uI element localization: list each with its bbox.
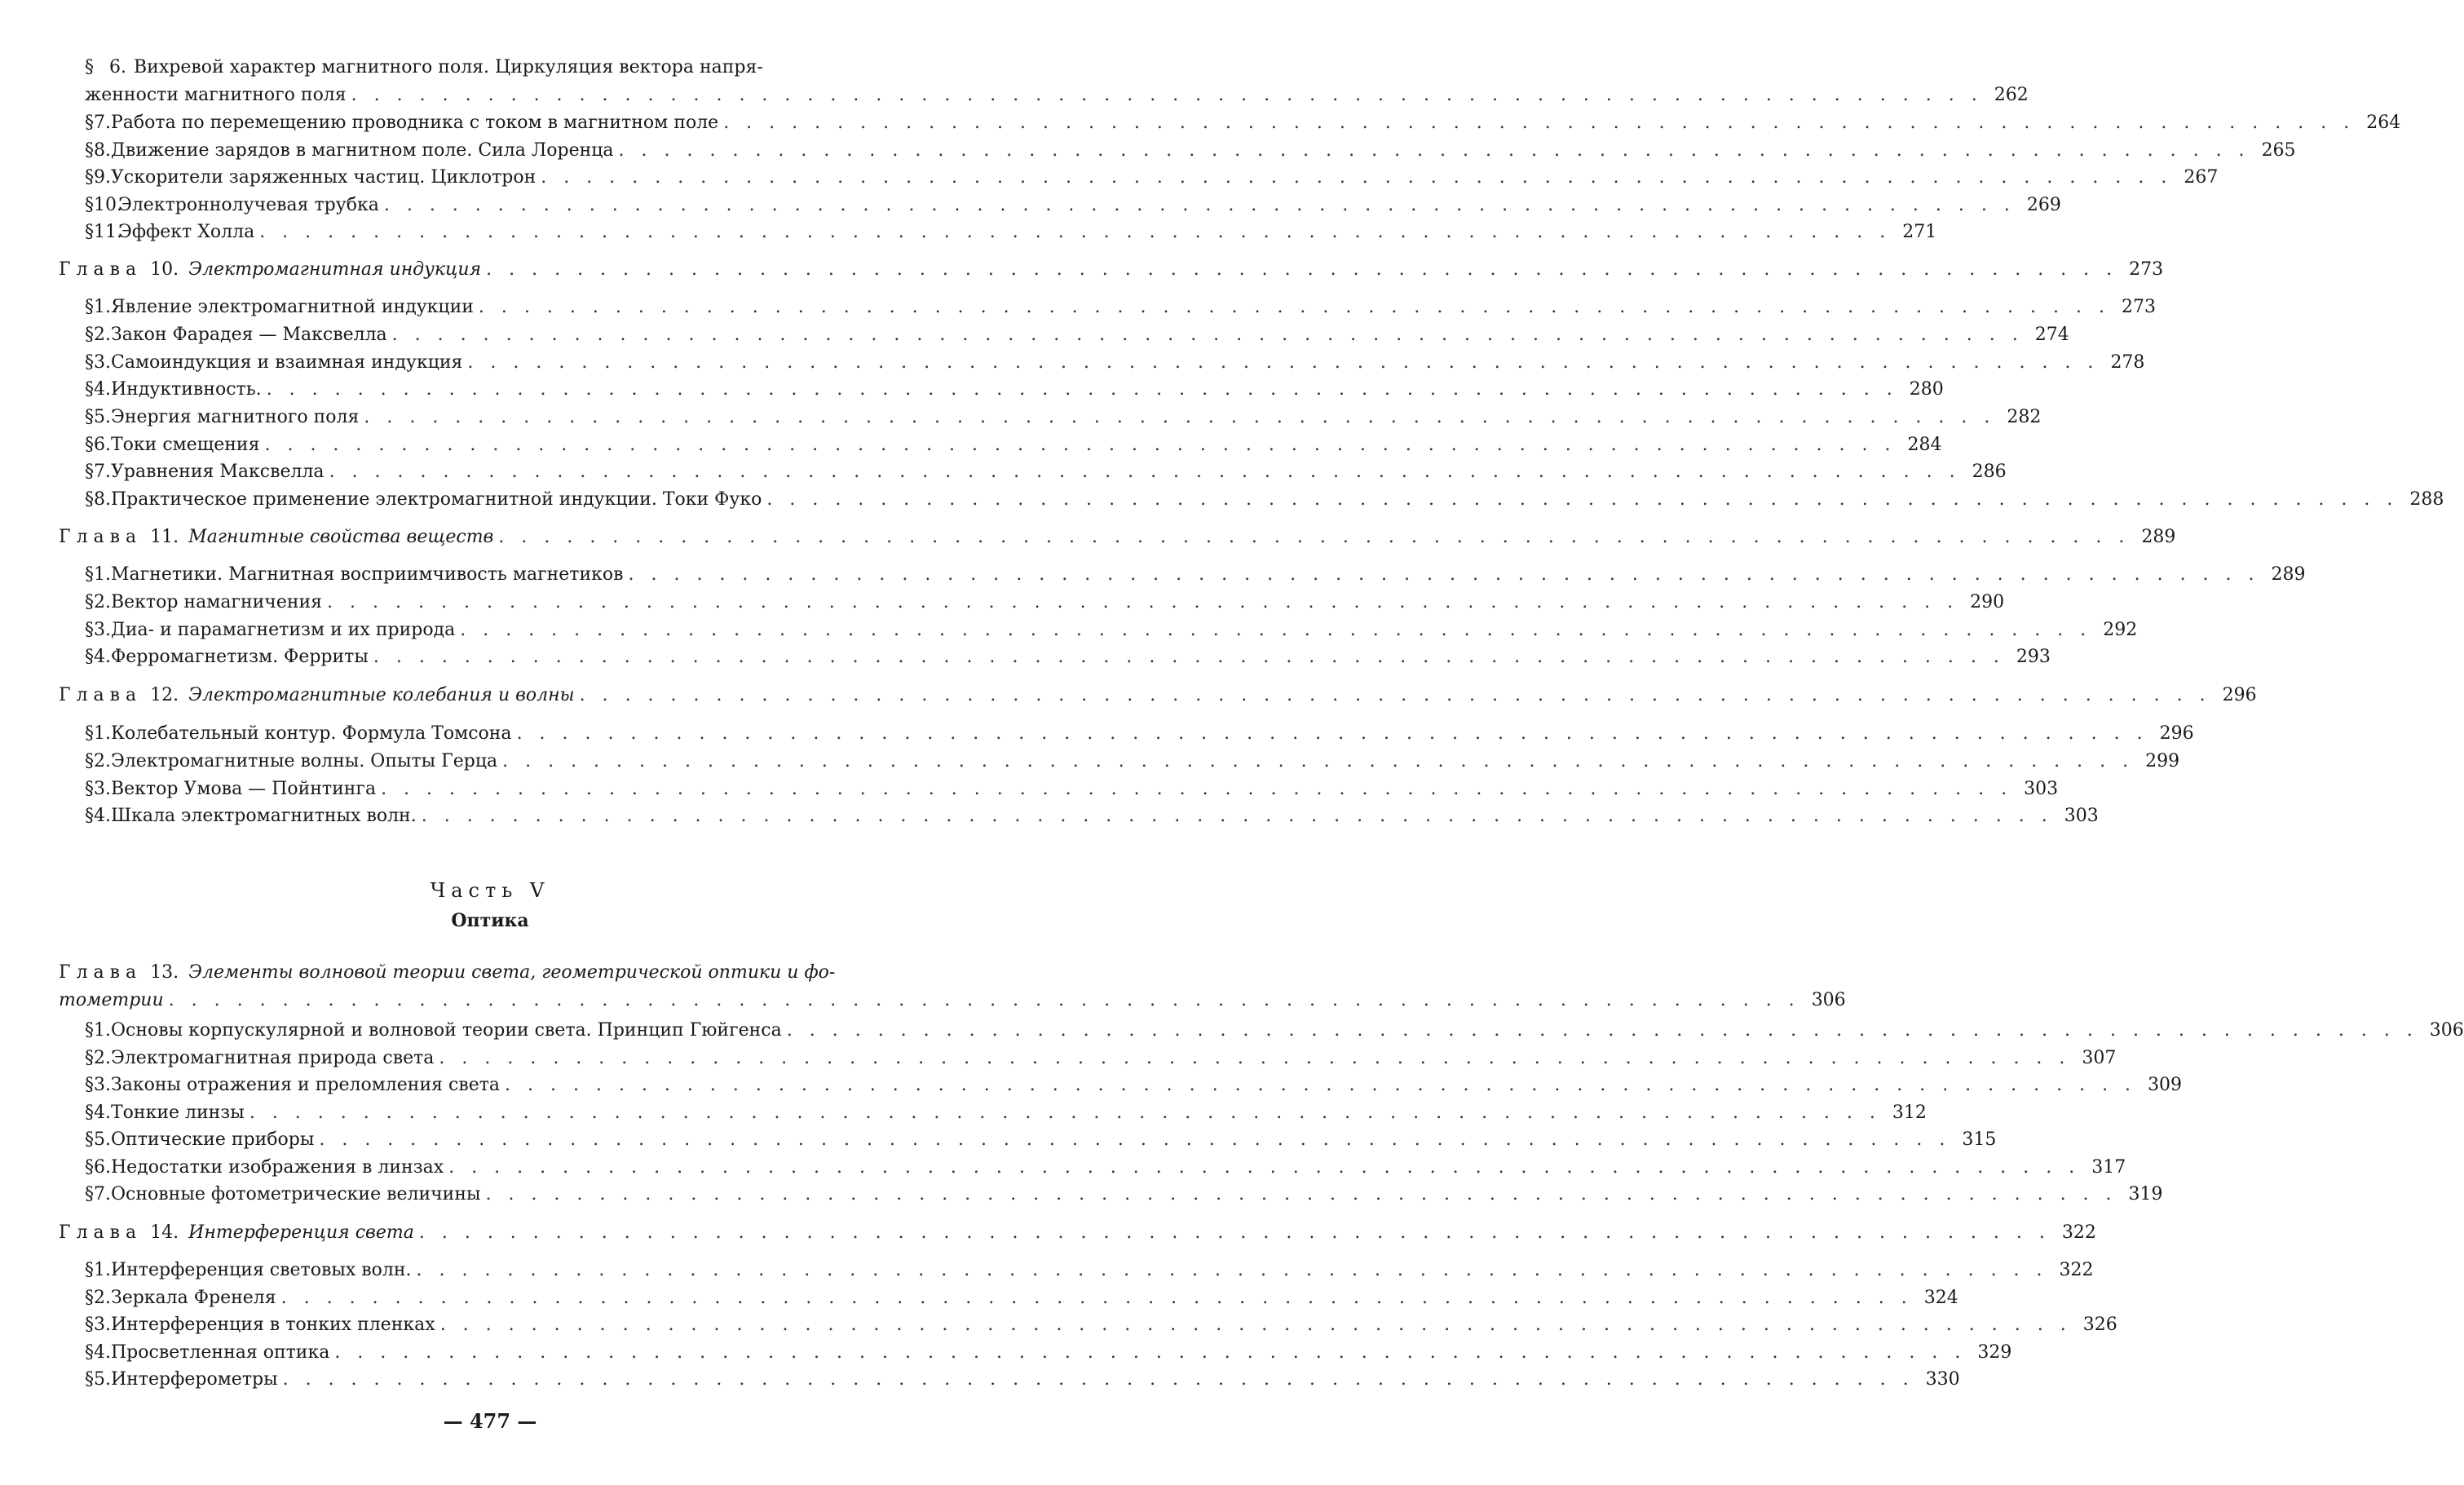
dot-leader: . . . . . . . . . . . . . . . . . . . . . . . . . . . . . . . . . . . . . . . . . . . . . . . . . . . . . . . . . . . . . . . . . . . . . . . . bbox=[486, 259, 2118, 280]
page-number: 306 bbox=[2429, 1020, 2464, 1041]
toc-section-line bbox=[59, 460, 2007, 484]
chapter-label: Глава bbox=[59, 527, 143, 547]
section-symbol: § bbox=[85, 435, 94, 455]
section-title: Вектор намагничения bbox=[111, 592, 323, 612]
page-number: 267 bbox=[2184, 167, 2219, 188]
page-number: 296 bbox=[2222, 685, 2257, 705]
page-number: 307 bbox=[2082, 1048, 2117, 1068]
toc-section-line bbox=[59, 405, 2042, 430]
section-title-continuation: женности магнитного поля bbox=[85, 85, 347, 105]
section-symbol: § bbox=[85, 167, 94, 188]
chapter-title: Элементы волновой теории света, геометрической оптики и фо- bbox=[188, 962, 836, 983]
section-title: Закон Фарадея — Максвелла bbox=[111, 325, 387, 345]
dot-leader: . . . . . . . . . . . . . . . . . . . . . . . . . . . . . . . . . . . . . . . . . . . . . . . . . . . . . . . . . . . . . . . . . . . . . . . . bbox=[416, 1260, 2048, 1280]
section-number: 8. bbox=[94, 489, 111, 510]
dot-leader: . . . . . . . . . . . . . . . . . . . . . . . . . . . . . . . . . . . . . . . . . . . . . . . . . . . . . . . . . . . . . . . . . . . . . . . . bbox=[439, 1048, 2071, 1068]
page-number: 282 bbox=[2007, 407, 2042, 427]
chapter-number: 13. bbox=[150, 962, 179, 983]
section-title: Движение зарядов в магнитном поле. Сила Лоренца bbox=[111, 140, 614, 161]
toc-section-line bbox=[59, 111, 2401, 135]
dot-leader: . . . . . . . . . . . . . . . . . . . . . . . . . . . . . . . . . . . . . . . . . . . . . . . . . . . . . . . . . . . . . . . . . . . . . . . . bbox=[364, 407, 1996, 427]
section-title: Индуктивность. bbox=[111, 379, 262, 400]
section-number: 1. bbox=[94, 297, 111, 317]
section-symbol: § bbox=[85, 352, 94, 373]
page-number: 324 bbox=[1923, 1288, 1958, 1308]
section-title: Токи смещения bbox=[111, 435, 260, 455]
toc-chapter-line bbox=[59, 683, 2257, 708]
dot-leader: . . . . . . . . . . . . . . . . . . . . . . . . . . . . . . . . . . . . . . . . . . . . . . . . . . . . . . . . . . . . . . . . . . . . . . . . bbox=[266, 379, 1898, 400]
section-title: Магнетики. Магнитная восприимчивость магнетиков bbox=[111, 564, 624, 585]
dot-leader: . . . . . . . . . . . . . . . . . . . . . . . . . . . . . . . . . . . . . . . . . . . . . . . . . . . . . . . . . . . . . . . . . . . . . . . . bbox=[334, 1342, 1967, 1363]
section-symbol: § bbox=[85, 779, 94, 799]
section-number: 10. bbox=[94, 195, 122, 215]
section-title: Электромагнитная природа света bbox=[111, 1048, 435, 1068]
page-number: 306 bbox=[1811, 990, 1846, 1010]
chapter-title: Интерференция света bbox=[188, 1222, 414, 1243]
section-title: Самоиндукция и взаимная индукция bbox=[111, 352, 463, 373]
dot-leader: . . . . . . . . . . . . . . . . . . . . . . . . . . . . . . . . . . . . . . . . . . . . . . . . . . . . . . . . . . . . . . . . . . . . . . . . bbox=[498, 527, 2131, 547]
chapter-number: 12. bbox=[150, 685, 179, 705]
section-number: 3. bbox=[94, 1075, 111, 1095]
section-title: Вектор Умова — Пойнтинга bbox=[111, 779, 377, 799]
page-number: 262 bbox=[1994, 85, 2029, 105]
section-title: Энергия магнитного поля bbox=[111, 407, 360, 427]
page-number: 309 bbox=[2148, 1075, 2183, 1095]
page-number: 274 bbox=[2034, 325, 2069, 345]
page-number: 269 bbox=[2026, 195, 2061, 215]
toc-section-line bbox=[59, 139, 2296, 163]
dot-leader: . . . . . . . . . . . . . . . . . . . . . . . . . . . . . . . . . . . . . . . . . . . . . . . . . . . . . . . . . . . . . . . . . . . . . . . . bbox=[168, 990, 1800, 1010]
section-title: Эффект Холла bbox=[118, 222, 255, 242]
page-number: 293 bbox=[2016, 647, 2051, 667]
section-number: 6. bbox=[109, 57, 126, 77]
dot-leader: . . . . . . . . . . . . . . . . . . . . . . . . . . . . . . . . . . . . . . . . . . . . . . . . . . . . . . . . . . . . . . . . . . . . . . . . bbox=[439, 1315, 2072, 1335]
chapter-label: Глава bbox=[59, 1222, 143, 1243]
section-title: Электроннолучевая трубка bbox=[118, 195, 379, 215]
dot-leader: . . . . . . . . . . . . . . . . . . . . . . . . . . . . . . . . . . . . . . . . . . . . . . . . . . . . . . . . . . . . . . . . . . . . . . . . bbox=[460, 620, 2092, 640]
toc-section-line bbox=[59, 1101, 1927, 1125]
page-number: 288 bbox=[2409, 489, 2444, 510]
section-number: 1. bbox=[94, 1020, 111, 1041]
section-number: 3. bbox=[94, 779, 111, 799]
section-symbol: § bbox=[85, 297, 94, 317]
toc-section-line bbox=[59, 777, 2059, 802]
section-symbol: § bbox=[85, 1129, 94, 1150]
dot-leader: . . . . . . . . . . . . . . . . . . . . . . . . . . . . . . . . . . . . . . . . . . . . . . . . . . . . . . . . . . . . . . . . . . . . . . . . bbox=[618, 140, 2250, 161]
page-number: 289 bbox=[2141, 527, 2176, 547]
page-number: 330 bbox=[1925, 1369, 1960, 1390]
section-number: 8. bbox=[94, 140, 111, 161]
toc-section-line bbox=[59, 1258, 2094, 1283]
dot-leader: . . . . . . . . . . . . . . . . . . . . . . . . . . . . . . . . . . . . . . . . . . . . . . . . . . . . . . . . . . . . . . . . . . . . . . . . bbox=[541, 167, 2173, 188]
section-number: 11. bbox=[94, 222, 122, 242]
section-symbol: § bbox=[85, 1342, 94, 1363]
section-number: 4. bbox=[94, 1103, 111, 1123]
chapter-label: Глава bbox=[59, 259, 143, 280]
toc-section-line bbox=[59, 1046, 2117, 1071]
section-symbol: § bbox=[85, 195, 94, 215]
section-number: 3. bbox=[94, 1315, 111, 1335]
toc-section-line bbox=[59, 166, 2219, 190]
section-title: Тонкие линзы bbox=[111, 1103, 245, 1123]
dot-leader: . . . . . . . . . . . . . . . . . . . . . . . . . . . . . . . . . . . . . . . . . . . . . . . . . . . . . . . . . . . . . . . . . . . . . . . . bbox=[579, 685, 2211, 705]
dot-leader: . . . . . . . . . . . . . . . . . . . . . . . . . . . . . . . . . . . . . . . . . . . . . . . . . . . . . . . . . . . . . . . . . . . . . . . . bbox=[421, 806, 2053, 826]
toc-section-line bbox=[59, 433, 1942, 457]
section-number: 1. bbox=[94, 723, 111, 744]
section-title: Зеркала Френеля bbox=[111, 1288, 276, 1308]
part-subtitle: Оптика bbox=[451, 910, 529, 931]
section-symbol: § bbox=[85, 647, 94, 667]
toc-section-line bbox=[59, 1368, 1960, 1392]
toc-section-line bbox=[59, 804, 2099, 829]
toc-section-line bbox=[59, 1156, 2126, 1180]
page-number: 273 bbox=[2129, 259, 2164, 280]
toc-chapter-line bbox=[59, 988, 1846, 1013]
dot-leader: . . . . . . . . . . . . . . . . . . . . . . . . . . . . . . . . . . . . . . . . . . . . . . . . . . . . . . . . . . . . . . . . . . . . . . . . bbox=[264, 435, 1897, 455]
section-symbol: § bbox=[85, 592, 94, 612]
toc-chapter-line bbox=[59, 1221, 2096, 1245]
section-number: 7. bbox=[94, 462, 111, 482]
dot-leader: . . . . . . . . . . . . . . . . . . . . . . . . . . . . . . . . . . . . . . . . . . . . . . . . . . . . . . . . . . . . . . . . . . . . . . . . bbox=[448, 1157, 2081, 1178]
dot-leader: . . . . . . . . . . . . . . . . . . . . . . . . . . . . . . . . . . . . . . . . . . . . . . . . . . . . . . . . . . . . . . . . . . . . . . . . bbox=[478, 297, 2110, 317]
section-title: Вихревой характер магнитного поля. Циркуляция вектора напря- bbox=[134, 57, 763, 77]
page-number: 312 bbox=[1892, 1103, 1927, 1123]
section-title: Диа- и парамагнетизм и их природа bbox=[111, 620, 456, 640]
dot-leader: . . . . . . . . . . . . . . . . . . . . . . . . . . . . . . . . . . . . . . . . . . . . . . . . . . . . . . . . . . . . . . . . . . . . . . . . bbox=[467, 352, 2100, 373]
section-number: 3. bbox=[94, 352, 111, 373]
section-symbol: § bbox=[85, 1048, 94, 1068]
section-symbol: § bbox=[85, 379, 94, 400]
section-symbol: § bbox=[85, 407, 94, 427]
toc-section-line bbox=[59, 590, 2005, 615]
toc-section-line bbox=[59, 749, 2180, 774]
page-number: 273 bbox=[2121, 297, 2156, 317]
section-number: 4. bbox=[94, 806, 111, 826]
section-number: 3. bbox=[94, 620, 111, 640]
section-symbol: § bbox=[85, 564, 94, 585]
toc-chapter-line bbox=[59, 258, 2164, 282]
toc-section-line bbox=[59, 645, 2051, 670]
page-number: 322 bbox=[2059, 1260, 2094, 1280]
section-title: Просветленная оптика bbox=[111, 1342, 330, 1363]
section-title: Электромагнитные волны. Опыты Герца bbox=[111, 751, 498, 771]
page-number: 299 bbox=[2145, 751, 2180, 771]
toc-section-line bbox=[59, 1073, 2183, 1098]
dot-leader: . . . . . . . . . . . . . . . . . . . . . . . . . . . . . . . . . . . . . . . . . . . . . . . . . . . . . . . . . . . . . . . . . . . . . . . . bbox=[259, 222, 1892, 242]
dot-leader: . . . . . . . . . . . . . . . . . . . . . . . . . . . . . . . . . . . . . . . . . . . . . . . . . . . . . . . . . . . . . . . . . . . . . . . . bbox=[391, 325, 2024, 345]
page-number: 303 bbox=[2024, 779, 2059, 799]
toc-section-line bbox=[59, 1019, 2464, 1043]
toc-chapter-line bbox=[59, 525, 2176, 550]
dot-leader: . . . . . . . . . . . . . . . . . . . . . . . . . . . . . . . . . . . . . . . . . . . . . . . . . . . . . . . . . . . . . . . . . . . . . . . . bbox=[485, 1184, 2117, 1204]
section-symbol: § bbox=[85, 325, 94, 345]
toc-section-line bbox=[59, 351, 2145, 375]
section-number: 2. bbox=[94, 1048, 111, 1068]
page-number: 289 bbox=[2271, 564, 2306, 585]
toc-section-line bbox=[59, 1182, 2163, 1207]
page-number: 329 bbox=[1977, 1342, 2012, 1363]
page-number: 264 bbox=[2366, 113, 2401, 133]
dot-leader: . . . . . . . . . . . . . . . . . . . . . . . . . . . . . . . . . . . . . . . . . . . . . . . . . . . . . . . . . . . . . . . . . . . . . . . . bbox=[381, 779, 2013, 799]
section-title: Явление электромагнитной индукции bbox=[111, 297, 474, 317]
chapter-label: Глава bbox=[59, 962, 143, 983]
page-number: 319 bbox=[2128, 1184, 2163, 1204]
section-symbol: § bbox=[85, 1075, 94, 1095]
section-symbol: § bbox=[85, 620, 94, 640]
page-number: 322 bbox=[2061, 1222, 2096, 1243]
section-symbol: § bbox=[85, 1103, 94, 1123]
section-number: 7. bbox=[94, 113, 111, 133]
chapter-title: Электромагнитная индукция bbox=[188, 259, 482, 280]
toc-chapter-line bbox=[59, 961, 921, 985]
section-title: Основные фотометрические величины bbox=[111, 1184, 481, 1204]
toc-section-line bbox=[59, 295, 2156, 320]
dot-leader: . . . . . . . . . . . . . . . . . . . . . . . . . . . . . . . . . . . . . . . . . . . . . . . . . . . . . . . . . . . . . . . . . . . . . . . . bbox=[327, 592, 1959, 612]
section-number: 7. bbox=[94, 1184, 111, 1204]
dot-leader: . . . . . . . . . . . . . . . . . . . . . . . . . . . . . . . . . . . . . . . . . . . . . . . . . . . . . . . . . . . . . . . . . . . . . . . . bbox=[351, 85, 1983, 105]
page-number: 303 bbox=[2064, 806, 2099, 826]
page-number: 280 bbox=[1909, 379, 1944, 400]
section-title: Колебательный контур. Формула Томсона bbox=[111, 723, 512, 744]
toc-section-line bbox=[59, 1128, 1997, 1152]
page-number: 326 bbox=[2082, 1315, 2117, 1335]
chapter-title: Электромагнитные колебания и волны bbox=[188, 685, 575, 705]
dot-leader: . . . . . . . . . . . . . . . . . . . . . . . . . . . . . . . . . . . . . . . . . . . . . . . . . . . . . . . . . . . . . . . . . . . . . . . . bbox=[786, 1020, 2418, 1041]
section-symbol: § bbox=[85, 140, 94, 161]
section-title: Оптические приборы bbox=[111, 1129, 315, 1150]
page-number: 315 bbox=[1962, 1129, 1997, 1150]
section-number: 5. bbox=[94, 1129, 111, 1150]
dot-leader: . . . . . . . . . . . . . . . . . . . . . . . . . . . . . . . . . . . . . . . . . . . . . . . . . . . . . . . . . . . . . . . . . . . . . . . . bbox=[282, 1369, 1914, 1390]
dot-leader: . . . . . . . . . . . . . . . . . . . . . . . . . . . . . . . . . . . . . . . . . . . . . . . . . . . . . . . . . . . . . . . . . . . . . . . . bbox=[505, 1075, 2137, 1095]
section-title: Законы отражения и преломления света bbox=[111, 1075, 501, 1095]
section-number: 5. bbox=[94, 407, 111, 427]
toc-section-line bbox=[59, 378, 1944, 402]
part-heading: Часть V bbox=[430, 879, 550, 902]
page-number: 286 bbox=[1972, 462, 2007, 482]
section-number: 4. bbox=[94, 647, 111, 667]
section-number: 2. bbox=[94, 1288, 111, 1308]
section-symbol: § bbox=[85, 751, 94, 771]
section-symbol: § bbox=[85, 1020, 94, 1041]
chapter-number: 14. bbox=[150, 1222, 179, 1243]
toc-section-line bbox=[59, 55, 921, 80]
toc-section-line bbox=[59, 1313, 2117, 1337]
section-title: Интерференция световых волн. bbox=[111, 1260, 412, 1280]
section-symbol: § bbox=[85, 113, 94, 133]
toc-section-line bbox=[59, 220, 1937, 245]
page-number: 271 bbox=[1902, 222, 1937, 242]
section-title: Работа по перемещению проводника с током в магнитном поле bbox=[111, 113, 719, 133]
toc-section-line bbox=[59, 1341, 2012, 1365]
section-number: 2. bbox=[94, 592, 111, 612]
section-number: 4. bbox=[94, 379, 111, 400]
section-symbol: § bbox=[85, 723, 94, 744]
dot-leader: . . . . . . . . . . . . . . . . . . . . . . . . . . . . . . . . . . . . . . . . . . . . . . . . . . . . . . . . . . . . . . . . . . . . . . . . bbox=[418, 1222, 2051, 1243]
section-title: Основы корпускулярной и волновой теории света. Принцип Гюйгенса bbox=[111, 1020, 782, 1041]
toc-section-line bbox=[59, 722, 2194, 746]
section-title: Ферромагнетизм. Ферриты bbox=[111, 647, 369, 667]
page-number: 296 bbox=[2159, 723, 2194, 744]
page-number: 292 bbox=[2103, 620, 2138, 640]
section-symbol: § bbox=[85, 57, 94, 77]
section-title: Шкала электромагнитных волн. bbox=[111, 806, 417, 826]
chapter-number: 10. bbox=[150, 259, 179, 280]
section-symbol: § bbox=[85, 462, 94, 482]
dot-leader: . . . . . . . . . . . . . . . . . . . . . . . . . . . . . . . . . . . . . . . . . . . . . . . . . . . . . . . . . . . . . . . . . . . . . . . . bbox=[516, 723, 2148, 744]
page-number: 284 bbox=[1907, 435, 1942, 455]
section-number: 4. bbox=[94, 1342, 111, 1363]
dot-leader: . . . . . . . . . . . . . . . . . . . . . . . . . . . . . . . . . . . . . . . . . . . . . . . . . . . . . . . . . . . . . . . . . . . . . . . . bbox=[502, 751, 2135, 771]
chapter-label: Глава bbox=[59, 685, 143, 705]
dot-leader: . . . . . . . . . . . . . . . . . . . . . . . . . . . . . . . . . . . . . . . . . . . . . . . . . . . . . . . . . . . . . . . . . . . . . . . . bbox=[249, 1103, 1881, 1123]
section-number: 6. bbox=[94, 1157, 111, 1178]
section-number: 1. bbox=[94, 564, 111, 585]
section-number: 1. bbox=[94, 1260, 111, 1280]
page-number: 290 bbox=[1970, 592, 2005, 612]
section-title: Интерференция в тонких пленках bbox=[111, 1315, 435, 1335]
dot-leader: . . . . . . . . . . . . . . . . . . . . . . . . . . . . . . . . . . . . . . . . . . . . . . . . . . . . . . . . . . . . . . . . . . . . . . . . bbox=[723, 113, 2356, 133]
section-symbol: § bbox=[85, 222, 94, 242]
toc-section-line bbox=[59, 83, 2029, 108]
dot-leader: . . . . . . . . . . . . . . . . . . . . . . . . . . . . . . . . . . . . . . . . . . . . . . . . . . . . . . . . . . . . . . . . . . . . . . . . bbox=[373, 647, 2005, 667]
section-title: Уравнения Максвелла bbox=[111, 462, 325, 482]
toc-section-line bbox=[59, 1286, 1958, 1310]
toc-section-line bbox=[59, 193, 2061, 218]
section-symbol: § bbox=[85, 1369, 94, 1390]
section-number: 2. bbox=[94, 751, 111, 771]
section-title: Недостатки изображения в линзах bbox=[111, 1157, 444, 1178]
section-number: 5. bbox=[94, 1369, 111, 1390]
dot-leader: . . . . . . . . . . . . . . . . . . . . . . . . . . . . . . . . . . . . . . . . . . . . . . . . . . . . . . . . . . . . . . . . . . . . . . . . bbox=[383, 195, 2016, 215]
section-symbol: § bbox=[85, 1260, 94, 1280]
page-number: 265 bbox=[2261, 140, 2296, 161]
table-of-contents bbox=[59, 0, 2464, 1485]
section-number: 6. bbox=[94, 435, 111, 455]
section-symbol: § bbox=[85, 806, 94, 826]
dot-leader: . . . . . . . . . . . . . . . . . . . . . . . . . . . . . . . . . . . . . . . . . . . . . . . . . . . . . . . . . . . . . . . . . . . . . . . . bbox=[319, 1129, 1951, 1150]
section-title: Ускорители заряженных частиц. Циклотрон bbox=[111, 167, 537, 188]
page-number: 278 bbox=[2110, 352, 2145, 373]
section-symbol: § bbox=[85, 1315, 94, 1335]
chapter-title: Магнитные свойства веществ bbox=[188, 527, 494, 547]
chapter-number: 11. bbox=[150, 527, 179, 547]
section-number: 2. bbox=[94, 325, 111, 345]
toc-section-line bbox=[59, 563, 2306, 587]
section-title: Практическое применение электромагнитной индукции. Токи Фуко bbox=[111, 489, 762, 510]
toc-section-line bbox=[59, 488, 2444, 512]
dot-leader: . . . . . . . . . . . . . . . . . . . . . . . . . . . . . . . . . . . . . . . . . . . . . . . . . . . . . . . . . . . . . . . . . . . . . . . . bbox=[280, 1288, 1913, 1308]
toc-section-line bbox=[59, 618, 2138, 643]
section-symbol: § bbox=[85, 1157, 94, 1178]
section-symbol: § bbox=[85, 489, 94, 510]
dot-leader: . . . . . . . . . . . . . . . . . . . . . . . . . . . . . . . . . . . . . . . . . . . . . . . . . . . . . . . . . . . . . . . . . . . . . . . . bbox=[329, 462, 1961, 482]
toc-section-line bbox=[59, 323, 2069, 347]
section-number: 9. bbox=[94, 167, 111, 188]
chapter-title-continuation: тометрии bbox=[59, 990, 164, 1010]
page-folio: — 477 — bbox=[443, 1409, 537, 1433]
dot-leader: . . . . . . . . . . . . . . . . . . . . . . . . . . . . . . . . . . . . . . . . . . . . . . . . . . . . . . . . . . . . . . . . . . . . . . . . bbox=[628, 564, 2260, 585]
section-symbol: § bbox=[85, 1288, 94, 1308]
section-title: Интерферометры bbox=[111, 1369, 278, 1390]
page-number: 317 bbox=[2091, 1157, 2126, 1178]
dot-leader: . . . . . . . . . . . . . . . . . . . . . . . . . . . . . . . . . . . . . . . . . . . . . . . . . . . . . . . . . . . . . . . . . . . . . . . . bbox=[766, 489, 2399, 510]
section-symbol: § bbox=[85, 1184, 94, 1204]
